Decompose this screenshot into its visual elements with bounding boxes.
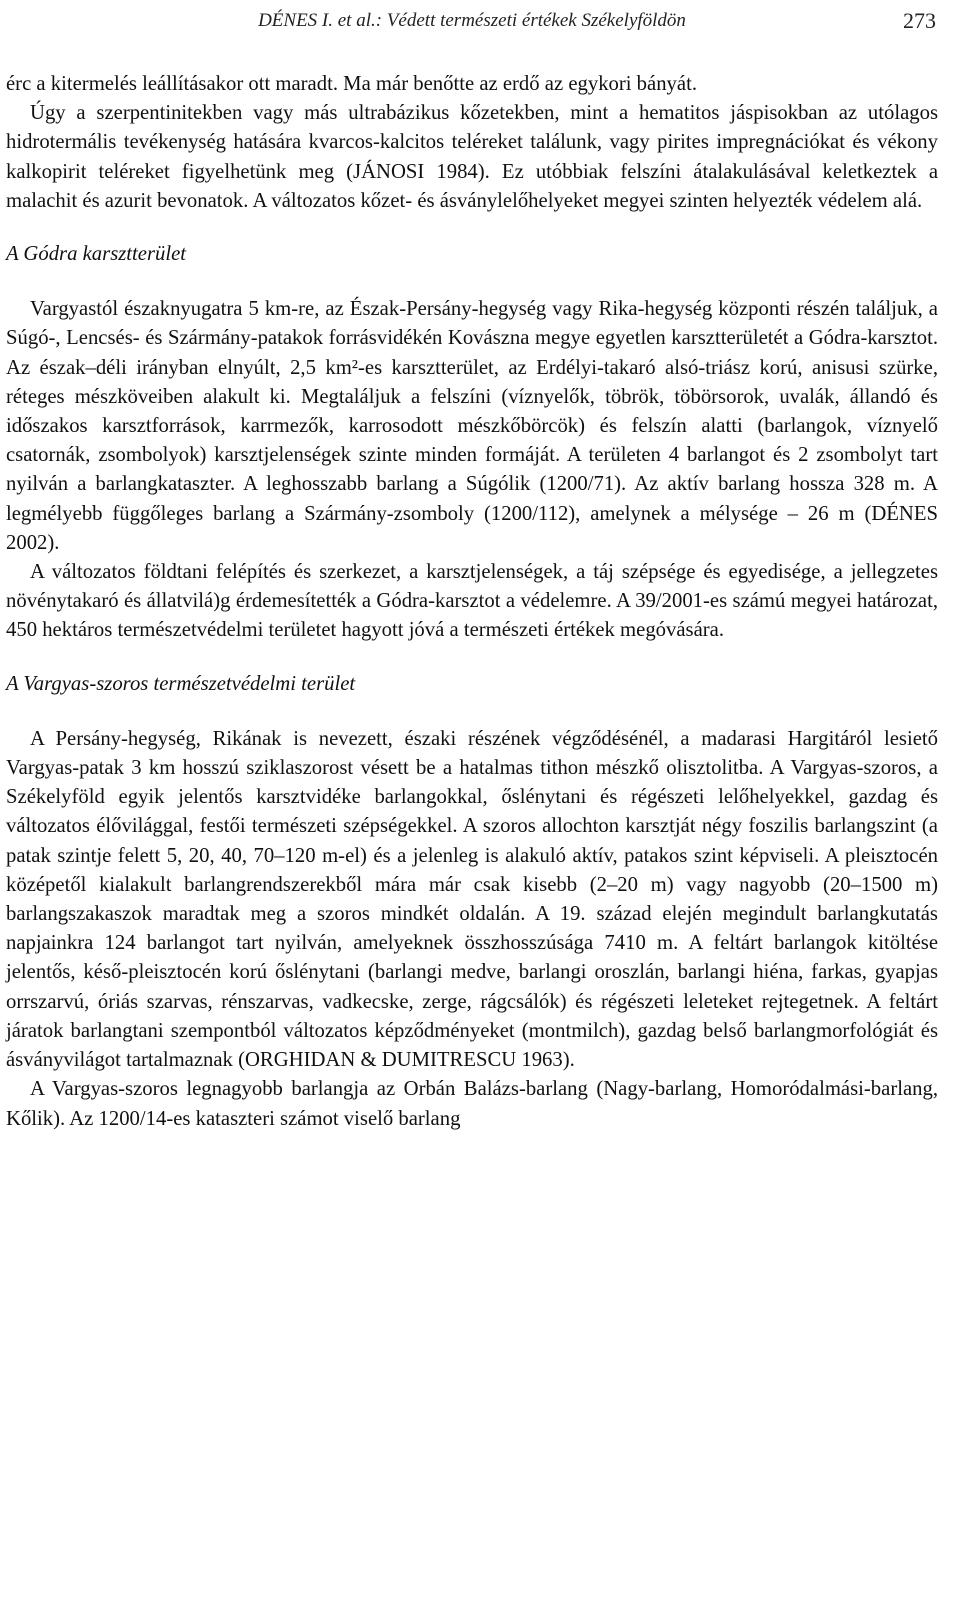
page-header bbox=[6, 4, 938, 38]
paragraph-continued: érc a kitermelés leállításakor ott maradt. Ma már benőtte az erdő az egykori bányát. bbox=[6, 73, 698, 95]
section-heading-godra: A Gódra karsztterület bbox=[6, 243, 187, 266]
paragraph-godra-2: A változatos földtani felépítés és szerkezet, a karsztjelenségek, a táj szépsége és egyedisége, a jellegzetes növénytakaró és állatvilá)g érdemesítették a Gódra-karsztot a védelemre. A 39/2001-es számú megyei határozat, 450 hektáros természetvédelmi területet hagyott jóvá a természeti értékek megóvására. bbox=[6, 561, 938, 642]
spacer bbox=[6, 269, 938, 295]
spacer bbox=[6, 216, 938, 240]
section-heading-vargyas: A Vargyas-szoros természetvédelmi terület bbox=[6, 672, 356, 695]
page-number: 273 bbox=[903, 8, 936, 33]
document-page bbox=[6, 0, 938, 1602]
spacer bbox=[6, 646, 938, 670]
paragraph-vargyas-2: A Vargyas-szoros legnagyobb barlangja az Orbán Balázs-barlang (Nagy-barlang, Homoródalmási-barlang, Kőlik). Az 1200/14-es kataszteri számot viselő barlang bbox=[6, 1078, 938, 1130]
paragraph-vargyas-1: A Persány-hegység, Rikának is nevezett, északi részének végződésénél, a madarasi Hargitáról lesiető Vargyas-patak 3 km hosszú sziklaszorost vésett be a hatalmas tithon mészkő olisztolitba. A Vargyas-szoros, a Székelyföld egyik jelentős karsztvidéke barlangokkal, őslénytani és régészeti lelőhelyekkel, gazdag és változatos élővilággal, festői természeti szépségekkel. A szoros allochton karsztját négy foszilis barlangszint (a patak szintje felett 5, 20, 40, 70–120 m-el) és a jelenleg is alakuló aktív, patakos szint képviseli. A pleisztocén középetől kialakult barlangrendszerekből mára már csak kisebb (2–20 m) vagy nagyobb (20–1500 m) barlangszakaszok maradtak meg a szoros mindkét oldalán. A 19. század elején megindult barlangkutatás napjainkra 124 barlangot tart nyilván, amelyeknek összhosszúsága 7410 m. A feltárt barlangok kitöltése jelentős, késő-pleisztocén korú őslénytani (barlangi medve, barlangi oroszlán, barlangi hiéna, farkas, gyapjas orrszarvú, óriás szarvas, rénszarvas, vadkecske, zerge, rágcsálók) és régészeti leleteket rejtegetnek. A feltárt járatok barlangtani szempontból változatos képződményeket (montmilch), gazdag belső barlangmorfológiát és ásványvilágot tartalmaznak (ORGHIDAN & DUMITRESCU 1963). bbox=[6, 727, 938, 1072]
running-head: DÉNES I. et al.: Védett természeti értékek Székelyföldön bbox=[258, 10, 686, 31]
paragraph-minerals: Úgy a szerpentinitekben vagy más ultrabázikus kőzetekben, mint a hematitos jáspisokban az utólagos hidrotermális tevékenység hatására kvarcos-kalcitos teléreket találunk, vagy pirites impregnációkat és vékony kalkopirit teléreket figyelhetünk meg (JÁNOSI 1984). Ez utóbbiak felszíni átalakulásával keletkeztek a malachit és azurit bevonatok. A változatos kőzet- és ásványlelőhelyeket megyei szinten helyezték védelem alá. bbox=[6, 102, 938, 212]
paragraph-godra-1: Vargyastól északnyugatra 5 km-re, az Észak-Persány-hegység vagy Rika-hegység központi részén találjuk, a Súgó-, Lencsés- és Szármány-patakok forrásvidékén Kovászna megye egyetlen karsztterületét a Gódra-karsztot. Az észak–déli irányban elnyúlt, 2,5 km²-es karsztterület, az Erdélyi-takaró alsó-triász korú, anisusi szürke, réteges mészköveiben alakult ki. Megtaláljuk a felszíni (víznyelők, töbrök, töbörsorok, uvalák, állandó és időszakos karsztforrások, karrmezők, karrosodott mészkőbörcök) és felszín alatti (barlangok, víznyelő csatornák, zsombolyok) karsztjelenségek szinte minden formáját. A területen 4 barlangot és 2 zsombolyt tart nyilván a barlangkataszter. A leghosszabb barlang a Súgólik (1200/71). Az aktív barlang hossza 328 m. A legmélyebb függőleges barlang a Szármány-zsomboly (1200/112), amelynek a mélysége – 26 m (DÉNES 2002). bbox=[6, 298, 938, 554]
spacer bbox=[6, 699, 938, 725]
body-text bbox=[6, 70, 938, 1134]
